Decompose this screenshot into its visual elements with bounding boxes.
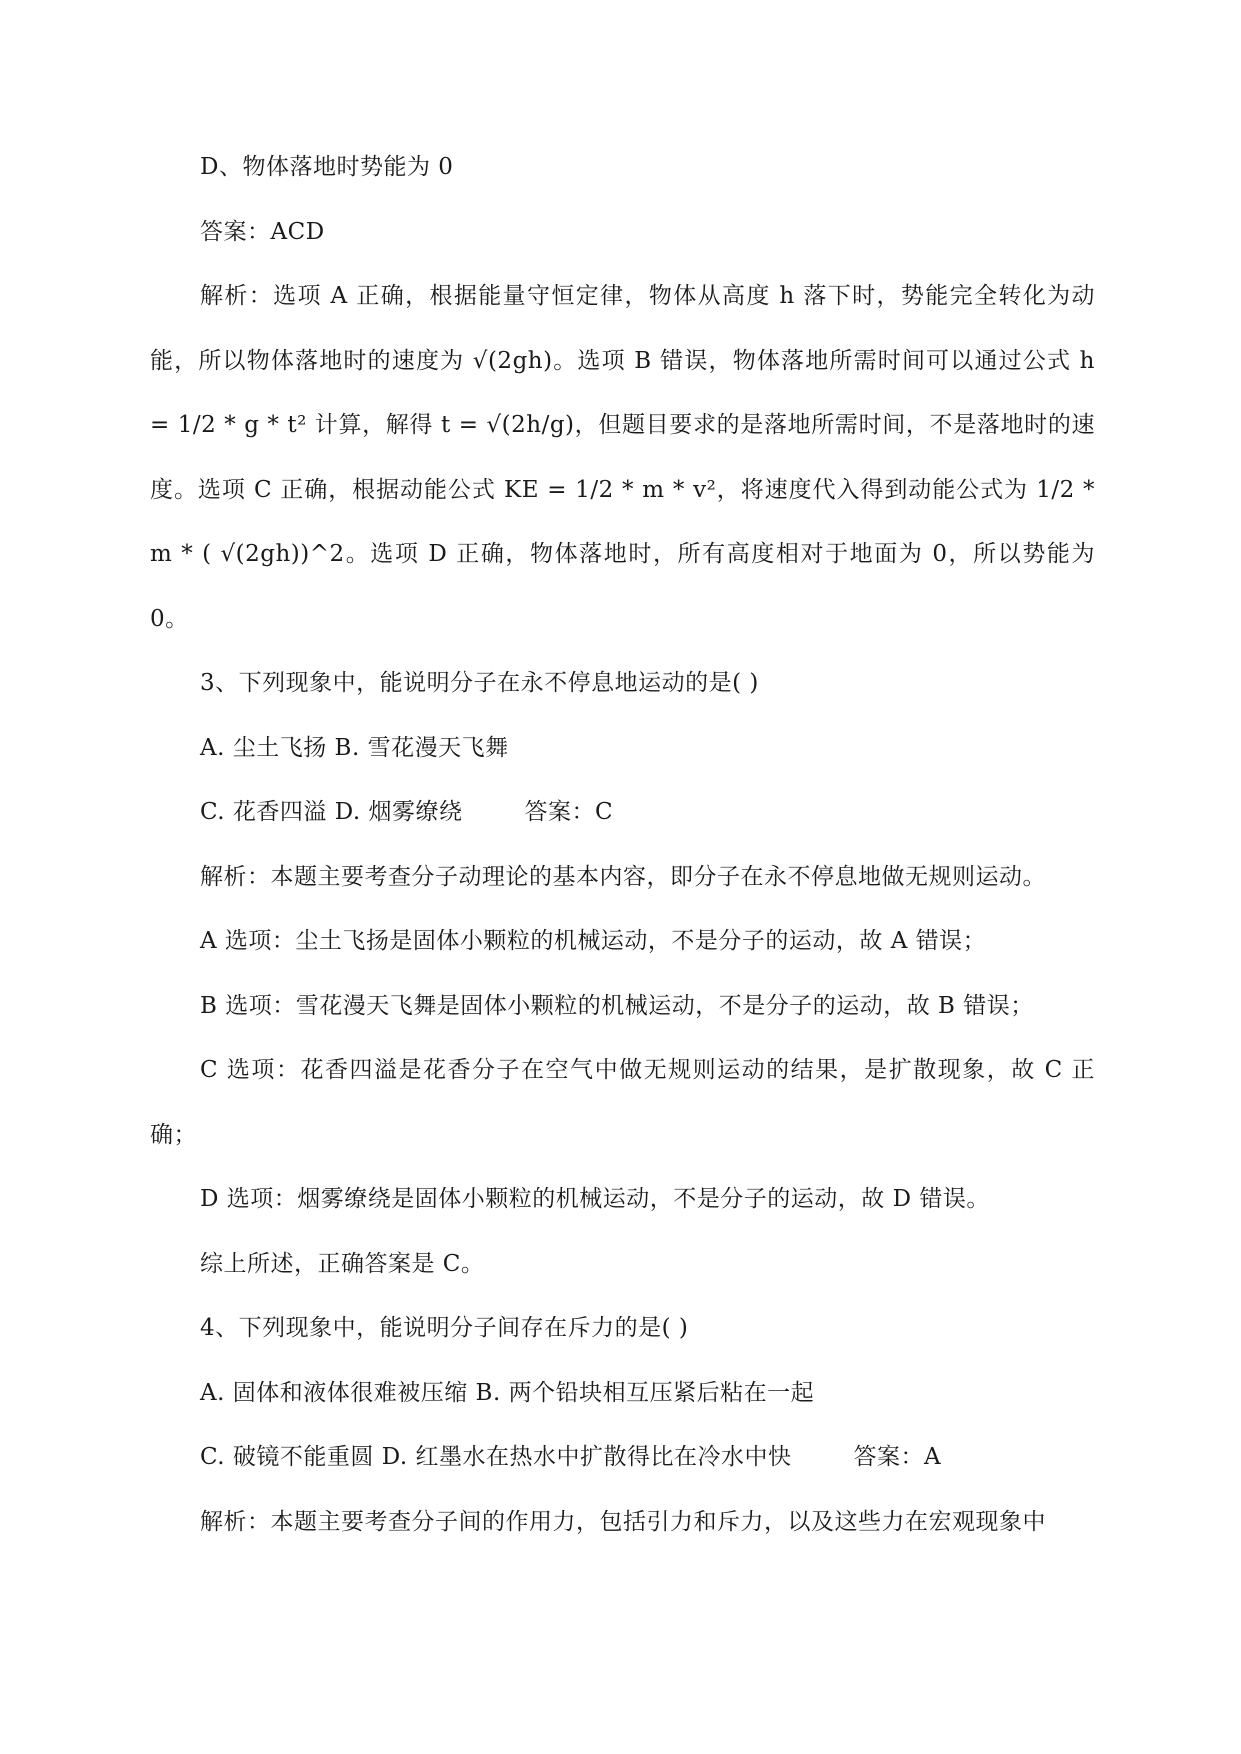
q4-options-line1: A. 固体和液体很难被压缩 B. 两个铅块相互压紧后粘在一起 [200,1379,815,1406]
q3-options-cd: C. 花香四溢 D. 烟雾缭绕 [200,799,463,825]
document-page [150,135,1095,1554]
q3-options-line2 [150,780,1095,845]
q3-question: 3、下列现象中，能说明分子在永不停息地运动的是( ) [200,670,759,696]
q4-analysis: 解析：本题主要考查分子间的作用力，包括引力和斥力，以及这些力在宏观现象中 [200,1508,1046,1535]
q3-options-line1: A. 尘土飞扬 B. 雪花漫天飞舞 [200,734,509,761]
q2-analysis: 解析：选项 A 正确，根据能量守恒定律，物体从高度 h 落下时，势能完全转化为动能，所以物体落地时的速度为 √(2gh)。选项 B 错误，物体落地所需时间可以通过公式 h = 1/2 * g * t² 计算，解得 t = √(2h/g)，但题目要求的是落地所需时间，不是落地时的速度。选项 C 正确，根据动能公式 KE = 1/2 * m * v²，将速度代入得到动能公式为 1/2 * m * ( √(2gh))^2。选项 D 正确，物体落地时，所有高度相对于地面为 0，所以势能为 0。 [150,283,1095,632]
q3-option-b-analysis: B 选项：雪花漫天飞舞是固体小颗粒的机械运动，不是分子的运动，故 B 错误； [200,992,1034,1019]
q3-option-d-analysis: D 选项：烟雾缭绕是固体小颗粒的机械运动，不是分子的运动，故 D 错误。 [200,1186,990,1212]
q3-option-a-analysis: A 选项：尘土飞扬是固体小颗粒的机械运动，不是分子的运动，故 A 错误； [200,928,987,954]
q4-options-line2 [150,1425,1095,1490]
q3-summary: 综上所述，正确答案是 C。 [200,1250,485,1277]
q3-answer: 答案：C [524,799,614,825]
q4-question: 4、下列现象中，能说明分子间存在斥力的是( ) [200,1315,689,1341]
q4-options-cd: C. 破镜不能重圆 D. 红墨水在热水中扩散得比在冷水中快 [200,1444,792,1470]
q2-answer: 答案：ACD [200,218,325,245]
q3-option-c-analysis: C 选项：花香四溢是花香分子在空气中做无规则运动的结果，是扩散现象，故 C 正确； [150,1057,1095,1148]
q2-option-d: D、物体落地时势能为 0 [200,154,454,180]
q4-answer: 答案：A [853,1444,942,1470]
q3-analysis: 解析：本题主要考查分子动理论的基本内容，即分子在永不停息地做无规则运动。 [200,863,1046,890]
